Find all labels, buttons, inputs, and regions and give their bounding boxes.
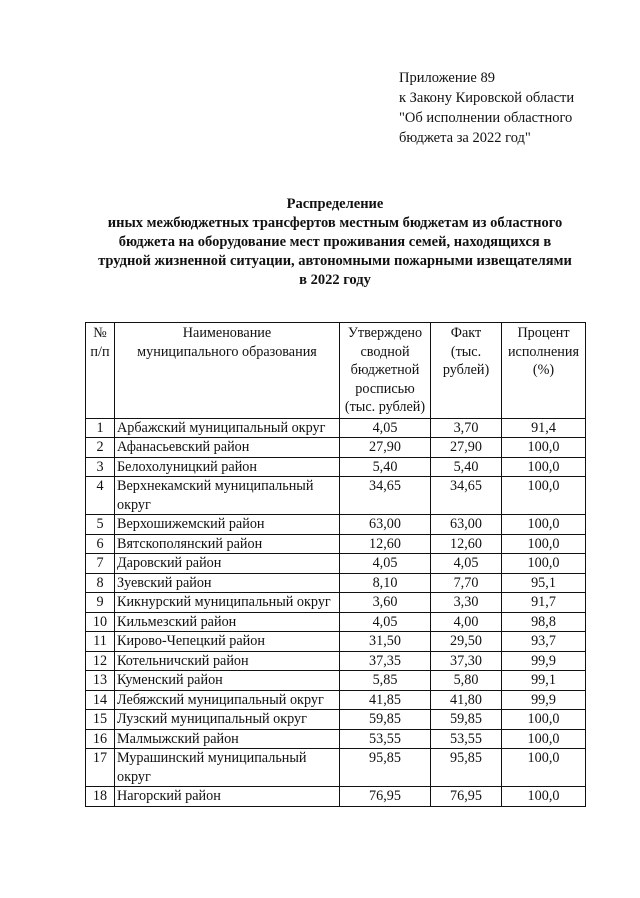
execution-percent: 100,0 bbox=[502, 457, 586, 477]
execution-percent: 99,9 bbox=[502, 690, 586, 710]
table-row bbox=[86, 534, 586, 554]
fact-amount: 37,30 bbox=[431, 651, 502, 671]
approved-amount: 4,05 bbox=[340, 418, 431, 438]
fact-amount: 12,60 bbox=[431, 534, 502, 554]
fact-amount: 41,80 bbox=[431, 690, 502, 710]
row-number: 8 bbox=[86, 573, 115, 593]
row-number: 2 bbox=[86, 438, 115, 458]
header-num: № п/п bbox=[86, 323, 115, 419]
table-row bbox=[86, 554, 586, 574]
municipality-name: Вятскополянский район bbox=[115, 534, 340, 554]
row-number: 3 bbox=[86, 457, 115, 477]
execution-percent: 91,7 bbox=[502, 593, 586, 613]
municipality-name: Куменский район bbox=[115, 671, 340, 691]
municipality-name: Белохолуницкий район bbox=[115, 457, 340, 477]
municipality-name: Мурашинский муниципальный округ bbox=[115, 749, 340, 787]
execution-percent: 100,0 bbox=[502, 787, 586, 807]
appendix-note bbox=[399, 68, 574, 148]
municipality-name: Кирово-Чепецкий район bbox=[115, 632, 340, 652]
row-number: 4 bbox=[86, 477, 115, 515]
document-title bbox=[80, 195, 590, 290]
municipality-name: Верхошижемский район bbox=[115, 515, 340, 535]
table-row bbox=[86, 515, 586, 535]
row-number: 6 bbox=[86, 534, 115, 554]
distribution-table bbox=[85, 322, 586, 807]
appendix-line: Приложение 89 bbox=[399, 70, 495, 86]
approved-amount: 37,35 bbox=[340, 651, 431, 671]
approved-amount: 8,10 bbox=[340, 573, 431, 593]
table-row bbox=[86, 632, 586, 652]
appendix-line: "Об исполнении областного bbox=[399, 110, 573, 126]
execution-percent: 99,9 bbox=[502, 651, 586, 671]
table-row bbox=[86, 418, 586, 438]
table-row bbox=[86, 651, 586, 671]
title-line: иных межбюджетных трансфертов местным бюджетам из областного bbox=[107, 215, 563, 231]
appendix-line: к Закону Кировской области bbox=[399, 90, 575, 106]
table-row bbox=[86, 671, 586, 691]
row-number: 16 bbox=[86, 729, 115, 749]
approved-amount: 59,85 bbox=[340, 710, 431, 730]
title-line: трудной жизненной ситуации, автономными пожарными извещателями bbox=[98, 253, 572, 269]
fact-amount: 76,95 bbox=[431, 787, 502, 807]
table-row bbox=[86, 477, 586, 515]
fact-amount: 5,80 bbox=[431, 671, 502, 691]
approved-amount: 95,85 bbox=[340, 749, 431, 787]
title-line: Распределение bbox=[286, 196, 384, 212]
table-row bbox=[86, 787, 586, 807]
municipality-name: Афанасьевский район bbox=[115, 438, 340, 458]
fact-amount: 29,50 bbox=[431, 632, 502, 652]
table-row bbox=[86, 438, 586, 458]
municipality-name: Даровский район bbox=[115, 554, 340, 574]
municipality-name: Малмыжский район bbox=[115, 729, 340, 749]
approved-amount: 31,50 bbox=[340, 632, 431, 652]
fact-amount: 4,00 bbox=[431, 612, 502, 632]
row-number: 5 bbox=[86, 515, 115, 535]
municipality-name: Лузский муниципальный округ bbox=[115, 710, 340, 730]
title-line: бюджета на оборудование мест проживания семей, находящихся в bbox=[118, 234, 552, 250]
table-row bbox=[86, 690, 586, 710]
municipality-name: Кикнурский муниципальный округ bbox=[115, 593, 340, 613]
approved-amount: 76,95 bbox=[340, 787, 431, 807]
approved-amount: 53,55 bbox=[340, 729, 431, 749]
execution-percent: 98,8 bbox=[502, 612, 586, 632]
row-number: 11 bbox=[86, 632, 115, 652]
table-body bbox=[86, 418, 586, 806]
approved-amount: 5,85 bbox=[340, 671, 431, 691]
table-header-row bbox=[86, 323, 586, 419]
row-number: 12 bbox=[86, 651, 115, 671]
approved-amount: 34,65 bbox=[340, 477, 431, 515]
row-number: 9 bbox=[86, 593, 115, 613]
execution-percent: 93,7 bbox=[502, 632, 586, 652]
municipality-name: Лебяжский муниципальный округ bbox=[115, 690, 340, 710]
execution-percent: 100,0 bbox=[502, 534, 586, 554]
approved-amount: 12,60 bbox=[340, 534, 431, 554]
execution-percent: 100,0 bbox=[502, 729, 586, 749]
municipality-name: Верхнекамский муниципальный округ bbox=[115, 477, 340, 515]
approved-amount: 4,05 bbox=[340, 554, 431, 574]
table-row bbox=[86, 573, 586, 593]
approved-amount: 27,90 bbox=[340, 438, 431, 458]
execution-percent: 100,0 bbox=[502, 438, 586, 458]
municipality-name: Кильмезский район bbox=[115, 612, 340, 632]
fact-amount: 95,85 bbox=[431, 749, 502, 787]
row-number: 7 bbox=[86, 554, 115, 574]
execution-percent: 95,1 bbox=[502, 573, 586, 593]
approved-amount: 63,00 bbox=[340, 515, 431, 535]
table-row bbox=[86, 749, 586, 787]
table-row bbox=[86, 612, 586, 632]
municipality-name: Зуевский район bbox=[115, 573, 340, 593]
table-row bbox=[86, 593, 586, 613]
fact-amount: 27,90 bbox=[431, 438, 502, 458]
fact-amount: 63,00 bbox=[431, 515, 502, 535]
row-number: 14 bbox=[86, 690, 115, 710]
table-row bbox=[86, 710, 586, 730]
approved-amount: 3,60 bbox=[340, 593, 431, 613]
header-percent: Процент исполнения (%) bbox=[502, 323, 586, 419]
fact-amount: 7,70 bbox=[431, 573, 502, 593]
row-number: 10 bbox=[86, 612, 115, 632]
header-approved: Утверждено сводной бюджетной росписью (тыс. рублей) bbox=[340, 323, 431, 419]
row-number: 13 bbox=[86, 671, 115, 691]
row-number: 18 bbox=[86, 787, 115, 807]
approved-amount: 41,85 bbox=[340, 690, 431, 710]
fact-amount: 3,70 bbox=[431, 418, 502, 438]
table-row bbox=[86, 729, 586, 749]
execution-percent: 100,0 bbox=[502, 710, 586, 730]
municipality-name: Котельничский район bbox=[115, 651, 340, 671]
fact-amount: 53,55 bbox=[431, 729, 502, 749]
municipality-name: Нагорский район bbox=[115, 787, 340, 807]
row-number: 1 bbox=[86, 418, 115, 438]
approved-amount: 4,05 bbox=[340, 612, 431, 632]
execution-percent: 99,1 bbox=[502, 671, 586, 691]
fact-amount: 4,05 bbox=[431, 554, 502, 574]
title-line: в 2022 году bbox=[299, 272, 371, 288]
municipality-name: Арбажский муниципальный округ bbox=[115, 418, 340, 438]
fact-amount: 59,85 bbox=[431, 710, 502, 730]
row-number: 17 bbox=[86, 749, 115, 787]
approved-amount: 5,40 bbox=[340, 457, 431, 477]
fact-amount: 3,30 bbox=[431, 593, 502, 613]
fact-amount: 34,65 bbox=[431, 477, 502, 515]
row-number: 15 bbox=[86, 710, 115, 730]
execution-percent: 100,0 bbox=[502, 749, 586, 787]
header-name: Наименование муниципального образования bbox=[115, 323, 340, 419]
execution-percent: 100,0 bbox=[502, 515, 586, 535]
table-row bbox=[86, 457, 586, 477]
execution-percent: 100,0 bbox=[502, 554, 586, 574]
header-fact: Факт (тыс. рублей) bbox=[431, 323, 502, 419]
appendix-line: бюджета за 2022 год" bbox=[399, 130, 531, 146]
fact-amount: 5,40 bbox=[431, 457, 502, 477]
execution-percent: 100,0 bbox=[502, 477, 586, 515]
execution-percent: 91,4 bbox=[502, 418, 586, 438]
